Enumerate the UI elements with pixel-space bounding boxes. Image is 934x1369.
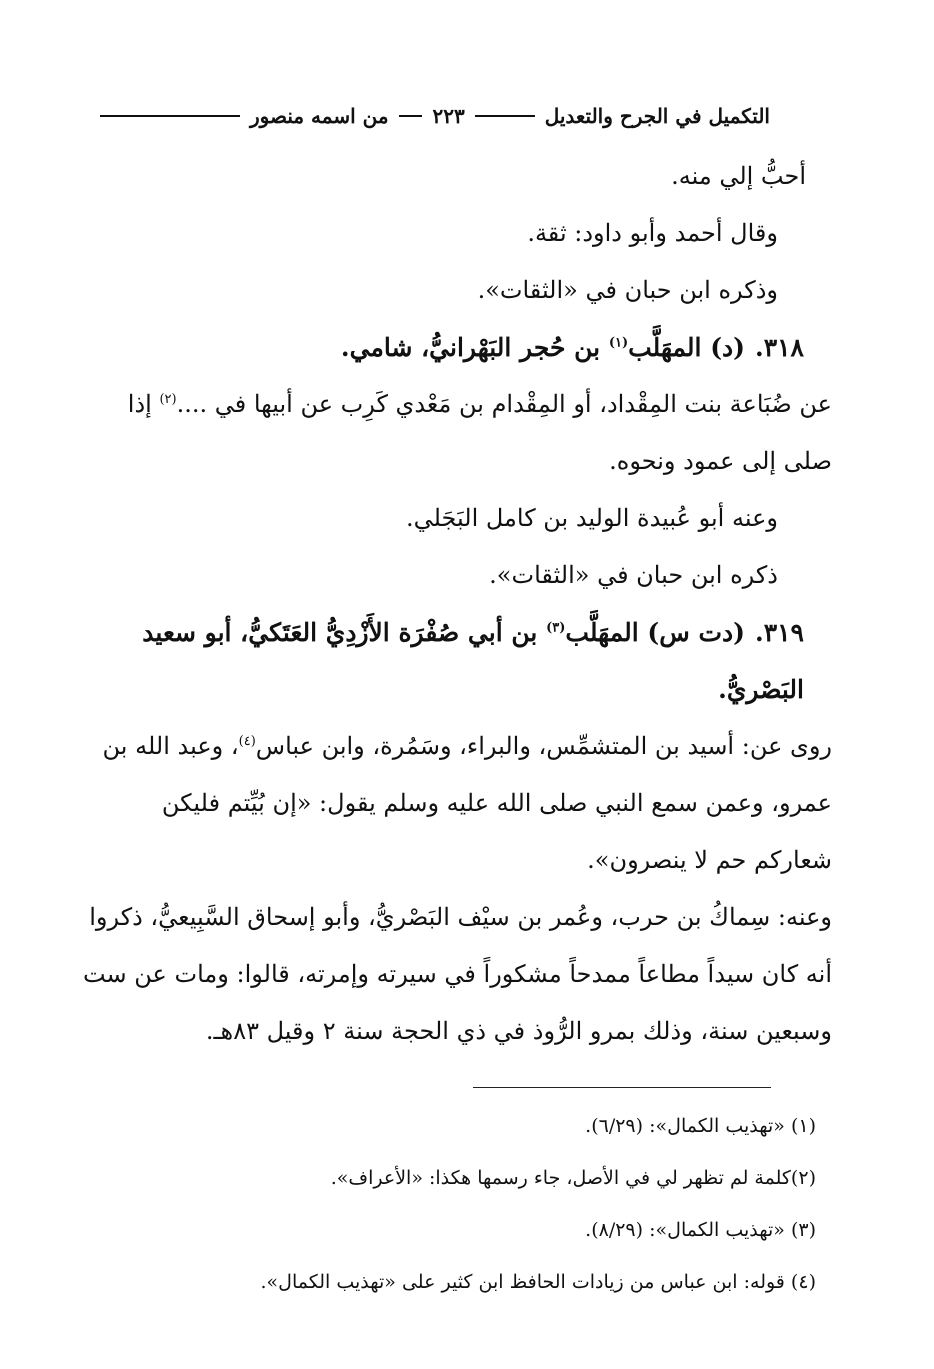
footnote: (٢)كلمة لم تظهر لي في الأصل، جاء رسمها هكذا: «الأعراف». (330, 1167, 816, 1189)
header-rule (100, 115, 240, 117)
footnote: (٤) قوله: ابن عباس من زيادات الحافظ ابن كثير على «تهذيب الكمال». (260, 1271, 816, 1293)
entry-title: (دت س) المهَلَّب (565, 618, 745, 647)
paragraph: وقال أحمد وأبو داود: ثقة. (527, 219, 778, 247)
body-text (82, 148, 832, 1060)
paragraph-text: إذا صلى إلى عمود ونحوه. (127, 390, 832, 475)
entry-number: ٣١٩. (754, 618, 804, 647)
paragraph: وعنه أبو عُبيدة الوليد بن كامل البَجَلي. (405, 504, 778, 532)
entry-title: بن أبي صُفْرَة الأَزْدِيُّ العَتَكيُّ، أبو سعيد البَصْريُّ. (142, 618, 804, 704)
footnotes (82, 1100, 816, 1308)
entry-heading-319 (82, 604, 804, 718)
footnote-ref[interactable]: (٤) (238, 734, 256, 749)
paragraph-text: روى عن: أسيد بن المتشمِّس، والبراء، وسَمُرة، وابن عباس (255, 732, 832, 760)
paragraph: وذكره ابن حبان في «الثقات». (477, 276, 778, 304)
paragraph (82, 376, 832, 490)
paragraph: ذكره ابن حبان في «الثقات». (489, 561, 778, 589)
running-header (90, 98, 770, 134)
paragraph-text: عن ضُبَاعة بنت المِقْداد، أو المِقْدام بن مَعْدي كَرِب عن أبيها في .... (176, 390, 832, 418)
section-heading: من اسمه منصور (250, 104, 389, 128)
footnote-ref[interactable]: (١) (608, 335, 629, 351)
header-rule (475, 115, 535, 117)
paragraph (82, 718, 832, 889)
footnote: (١) «تهذيب الكمال»: (٦/٢٩). (585, 1115, 816, 1137)
footnote-ref[interactable]: (٢) (159, 392, 177, 407)
entry-number: ٣١٨. (754, 333, 804, 362)
header-rule (399, 115, 423, 117)
entry-title: (د) المهَلَّب (628, 333, 745, 362)
page-number: ٢٢٣ (432, 104, 465, 128)
entry-heading-318 (82, 319, 804, 376)
paragraph: أحبُّ إلي منه. (671, 162, 806, 190)
footnote-separator (473, 1087, 771, 1088)
paragraph-text: ، وعبد الله بن عمرو، وعمن سمع النبي صلى الله عليه وسلم يقول: «إن بُيِّتم فليكن شعاركم حم لا ينصرون». (102, 732, 832, 874)
footnote-ref[interactable]: (٣) (546, 620, 566, 636)
book-title: التكميل في الجرح والتعديل (544, 104, 770, 128)
entry-title: بن حُجر البَهْرانيُّ، شامي. (340, 333, 609, 362)
paragraph: وعنه: سِماكُ بن حرب، وعُمر بن سيْف البَصْريُّ، وأبو إسحاق السَّبِيعيُّ، ذكروا أنه كان سيداً مطاعاً ممدحاً مشكوراً في سيرته وإمرته، قالوا: ومات عن ست وسبعين سنة، وذلك بمرو الرُّوذ في ذي الحجة سنة ٢ وقيل ٨٣هـ. (82, 903, 832, 1045)
footnote: (٣) «تهذيب الكمال»: (٨/٢٩). (585, 1219, 816, 1241)
